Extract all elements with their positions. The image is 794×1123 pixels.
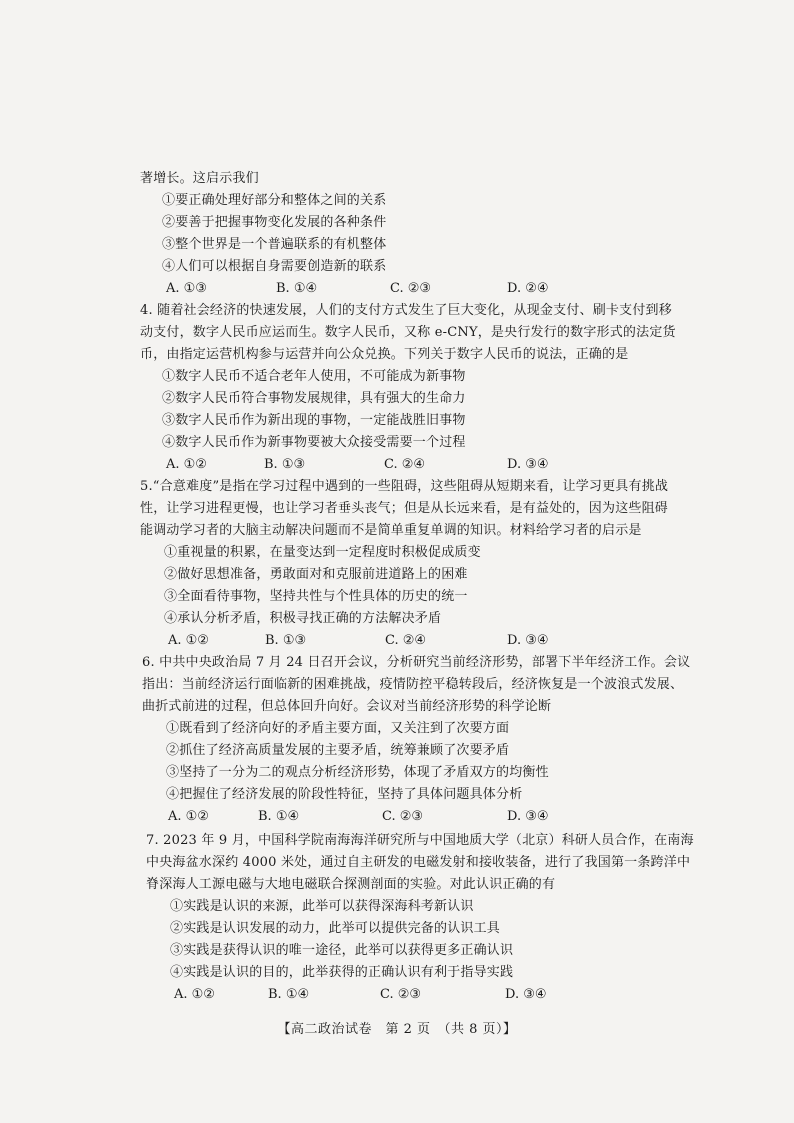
q5-option-b: B. ①③ <box>265 633 307 648</box>
q3-option-b: B. ①④ <box>276 281 318 296</box>
q7-stem-2: 中央海盆水深约 4000 米处，通过自主研发的电磁发射和接收装备，进行了我国第一条跨洋中 <box>146 855 691 870</box>
q3-option-c: C. ②③ <box>390 281 432 296</box>
q7-stem-3: 脊深海人工源电磁与大地电磁联合探测剖面的实验。对此认识正确的有 <box>146 877 556 892</box>
q6-statement-2: ②抓住了经济高质量发展的主要矛盾，统筹兼顾了次要矛盾 <box>166 743 510 758</box>
q7-option-d: D. ③④ <box>505 987 547 1002</box>
q4-option-a: A. ①② <box>166 457 207 472</box>
q3-statement-4: ④人们可以根据自身需要创造新的联系 <box>162 259 387 274</box>
q3-option-a: A. ①③ <box>166 281 207 296</box>
q4-option-d: D. ③④ <box>507 457 549 472</box>
q5-statement-4: ④承认分析矛盾，积极寻找正确的方法解决矛盾 <box>164 611 442 626</box>
q7-option-a: A. ①② <box>174 987 215 1002</box>
q4-statement-3: ③数字人民币作为新出现的事物，一定能战胜旧事物 <box>162 413 466 428</box>
q6-option-d: D. ③④ <box>507 809 549 824</box>
q7-statement-4: ④实践是认识的目的，此举获得的正确认识有利于指导实践 <box>170 965 514 980</box>
q4-statement-4: ④数字人民币作为新事物要被大众接受需要一个过程 <box>162 435 466 450</box>
q5-option-d: D. ③④ <box>507 633 549 648</box>
q3-statement-1: ①要正确处理好部分和整体之间的关系 <box>162 193 387 208</box>
q5-statement-3: ③全面看待事物，坚持共性与个性具体的历史的统一 <box>164 589 468 604</box>
q6-statement-4: ④把握住了经济发展的阶段性特征，坚持了具体问题具体分析 <box>166 787 523 802</box>
q7-statement-1: ①实践是认识的来源，此举可以获得深海科考新认识 <box>170 899 474 914</box>
q6-stem-2: 指出：当前经济运行面临新的困难挑战，疫情防控平稳转段后，经济恢复是一个波浪式发展、 <box>142 677 684 692</box>
q7-statement-3: ③实践是获得认识的唯一途径，此举可以获得更多正确认识 <box>170 943 514 958</box>
q6-stem-3: 曲折式前进的过程，但总体回升向好。会议对当前经济形势的科学论断 <box>142 699 552 714</box>
q4-option-c: C. ②④ <box>384 457 426 472</box>
q5-stem-3: 能调动学习者的大脑主动解决问题而不是简单重复单调的知识。材料给学习者的启示是 <box>140 523 642 538</box>
q6-stem-1: 6. 中共中央政治局 7 月 24 日召开会议，分析研究当前经济形势，部署下半年经济工作。会议 <box>142 655 691 670</box>
q5-stem-2: 性，让学习进程更慢，也让学习者垂头丧气；但是从长远来看，是有益处的，因为这些阻碍 <box>140 501 669 516</box>
q5-option-a: A. ①② <box>168 633 209 648</box>
q3-option-d: D. ②④ <box>507 281 549 296</box>
q5-stem-1: 5.“合意难度”是指在学习过程中遇到的一些阻碍，这些阻碍从短期来看，让学习更具有挑战 <box>140 479 669 494</box>
q6-option-c: C. ②③ <box>382 809 424 824</box>
page-footer: 【高二政治试卷 第 2 页 （共 8 页）】 <box>277 1022 517 1037</box>
q5-statement-2: ②做好思想准备，勇敢面对和克服前进道路上的困难 <box>164 567 468 582</box>
q3-stem-tail: 著增长。这启示我们 <box>140 171 259 186</box>
q4-stem-3: 币，由指定运营机构参与运营并向公众兑换。下列关于数字人民币的说法，正确的是 <box>140 347 629 362</box>
q6-option-a: A. ①② <box>168 809 209 824</box>
q6-option-b: B. ①④ <box>258 809 300 824</box>
q4-option-b: B. ①③ <box>264 457 306 472</box>
q4-stem-2: 动支付，数字人民币应运而生。数字人民币，又称 e-CNY，是央行发行的数字形式的法定货 <box>140 325 676 340</box>
q4-statement-2: ②数字人民币符合事物发展规律，具有强大的生命力 <box>162 391 466 406</box>
q3-statement-2: ②要善于把握事物变化发展的各种条件 <box>162 215 387 230</box>
q5-statement-1: ①重视量的积累，在量变达到一定程度时积极促成质变 <box>164 545 481 560</box>
q3-statement-3: ③整个世界是一个普遍联系的有机整体 <box>162 237 387 252</box>
q7-stem-1: 7. 2023 年 9 月，中国科学院南海海洋研究所与中国地质大学（北京）科研人员合作，在南海 <box>146 833 694 848</box>
q7-option-c: C. ②③ <box>380 987 422 1002</box>
q7-option-b: B. ①④ <box>268 987 310 1002</box>
q6-statement-1: ①既看到了经济向好的矛盾主要方面，又关注到了次要方面 <box>166 721 510 736</box>
q4-statement-1: ①数字人民币不适合老年人使用，不可能成为新事物 <box>162 369 466 384</box>
q5-option-c: C. ②④ <box>385 633 427 648</box>
q4-stem-1: 4. 随着社会经济的快速发展，人们的支付方式发生了巨大变化，从现金支付、刷卡支付到移 <box>140 303 672 318</box>
q6-statement-3: ③坚持了一分为二的观点分析经济形势，体现了矛盾双方的均衡性 <box>166 765 549 780</box>
q7-statement-2: ②实践是认识发展的动力，此举可以提供完备的认识工具 <box>170 921 501 936</box>
